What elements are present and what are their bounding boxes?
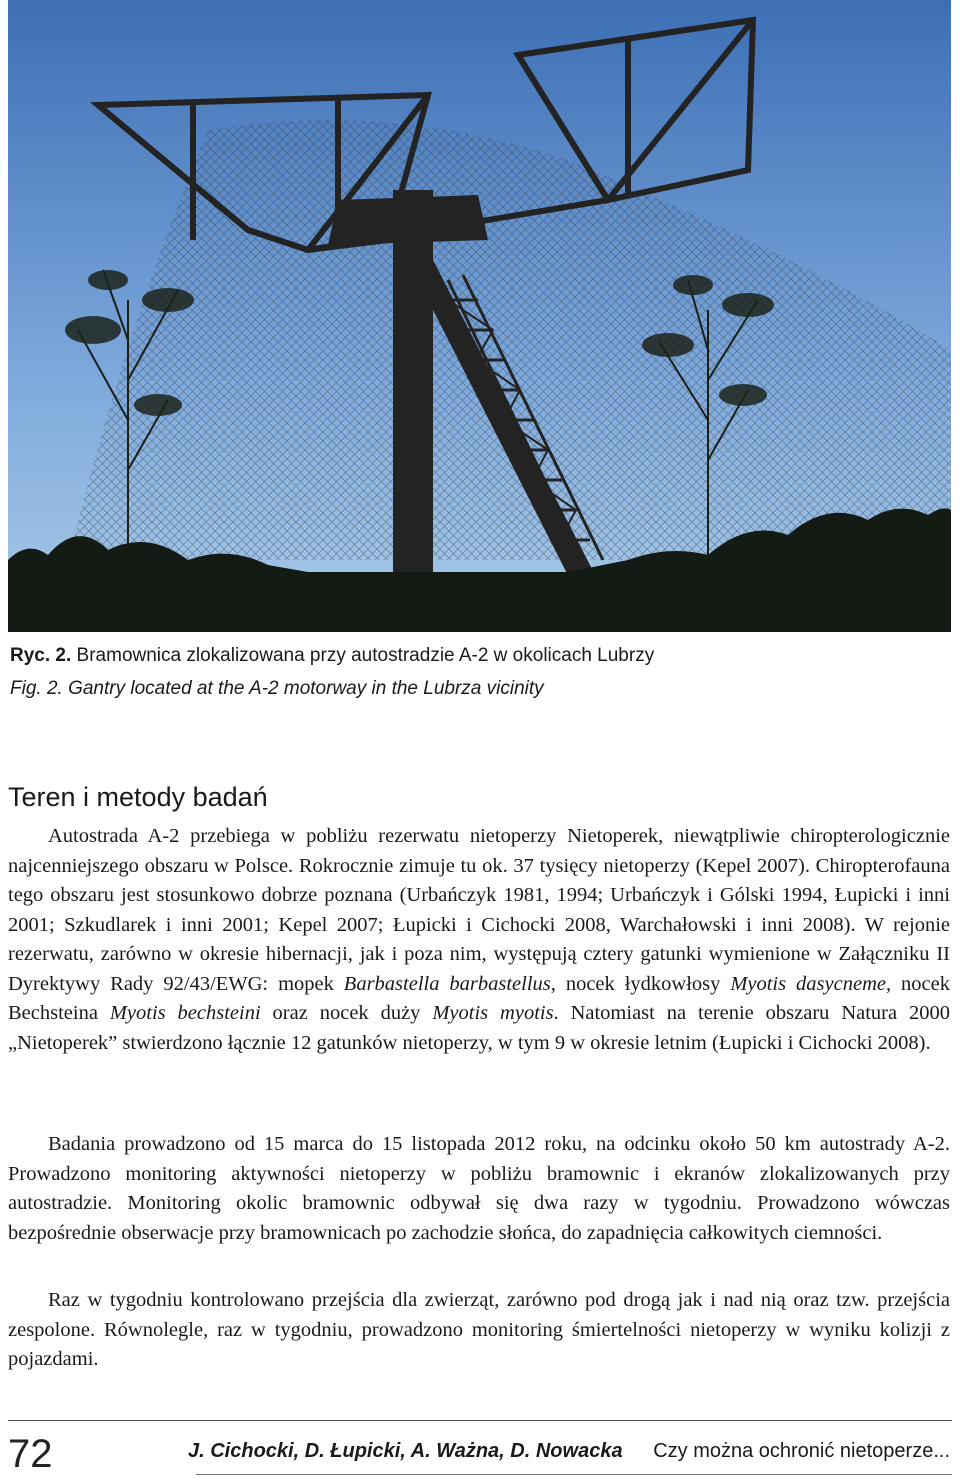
p1-text-d: oraz nocek duży bbox=[260, 1002, 433, 1024]
paragraph-1 bbox=[8, 822, 950, 1058]
figure-caption-pl-text: Bramownica zlokalizowana przy autostradzie A-2 w okolicach Lubrzy bbox=[76, 645, 655, 666]
running-authors: J. Cichocki, D. Łupicki, A. Ważna, D. Nowacka bbox=[188, 1440, 623, 1462]
p1-text-b: , nocek łydkowłosy bbox=[550, 972, 731, 995]
footer-divider bbox=[8, 1420, 952, 1421]
p1-text-a: Autostrada A-2 przebiega w pobliżu rezerwatu nietoperzy Nietoperek, niewątpliwie chiropterologicznie najcenniejszego obszaru w Polsce. Rokrocznie zimuje tu ok. 37 tysięcy nietoperzy (Kepel 2007). Chiropterofauna tego obszaru jest stosunkowo dobrze poznana (Urbańczyk 1981, 1994; Urbańczyk i Gólski 1994, Łupicki i inni 2001; Szkudlarek i inni 2001; Kepel 2007; Łupicki i Cichocki 2008, Warchałowski i inni 2008). W rejonie rezerwatu, zarówno w okresie hibernacji, jak i poza nim, występują cztery gatunki wymienione w Załączniku II Dyrektywy Rady 92/43/EWG: mopek bbox=[8, 825, 950, 995]
species-name: Myotis dasycneme bbox=[730, 972, 886, 995]
footer-underline bbox=[196, 1474, 952, 1475]
paragraph-2: Badania prowadzono od 15 marca do 15 listopada 2012 roku, na odcinku około 50 km autostrady A-2. Prowadzono monitoring aktywności nietoperzy w pobliżu bramownic i ekranów zlokalizowanych przy autostradzie. Monitoring okolic bramownic odbywał się dwa razy w tygodniu. Prowadzono wówczas bezpośrednie obserwacje przy bramownicach po zachodzie słońca, do zapadnięcia całkowitych ciemności. bbox=[8, 1133, 950, 1244]
figure-label: Ryc. 2. bbox=[10, 645, 72, 666]
figure-caption-en: Fig. 2. Gantry located at the A-2 motorway in the Lubrza vicinity bbox=[10, 678, 544, 699]
running-title: Czy można ochronić nietoperze... bbox=[653, 1440, 950, 1462]
paragraph-3: Raz w tygodniu kontrolowano przejścia dla zwierząt, zarówno pod drogą jak i nad nią oraz tzw. przejścia zespolone. Równolegle, raz w tygodniu, prowadzono monitoring śmiertelności nietoperzy w wyniku kolizji z pojazdami. bbox=[8, 1289, 950, 1370]
gantry-photo bbox=[8, 0, 951, 632]
p1-text-e: . Natomiast na terenie obszaru Natura 2000 „Nietoperek” stwierdzono łącznie 12 gatunków nietoperzy, w tym 9 w okresie letnim (Łupicki i Cichocki 2008). bbox=[8, 1002, 950, 1054]
page-number: 72 bbox=[8, 1432, 53, 1476]
p1-text-c: , nocek Bechsteina bbox=[8, 972, 950, 1024]
species-name: Myotis bechsteini bbox=[109, 1002, 261, 1024]
figure-caption-pl bbox=[10, 644, 950, 668]
section-heading: Teren i metody badań bbox=[8, 782, 268, 812]
species-name: Myotis myotis bbox=[432, 1002, 554, 1024]
species-name: Barbastella barbastellus bbox=[343, 972, 551, 995]
